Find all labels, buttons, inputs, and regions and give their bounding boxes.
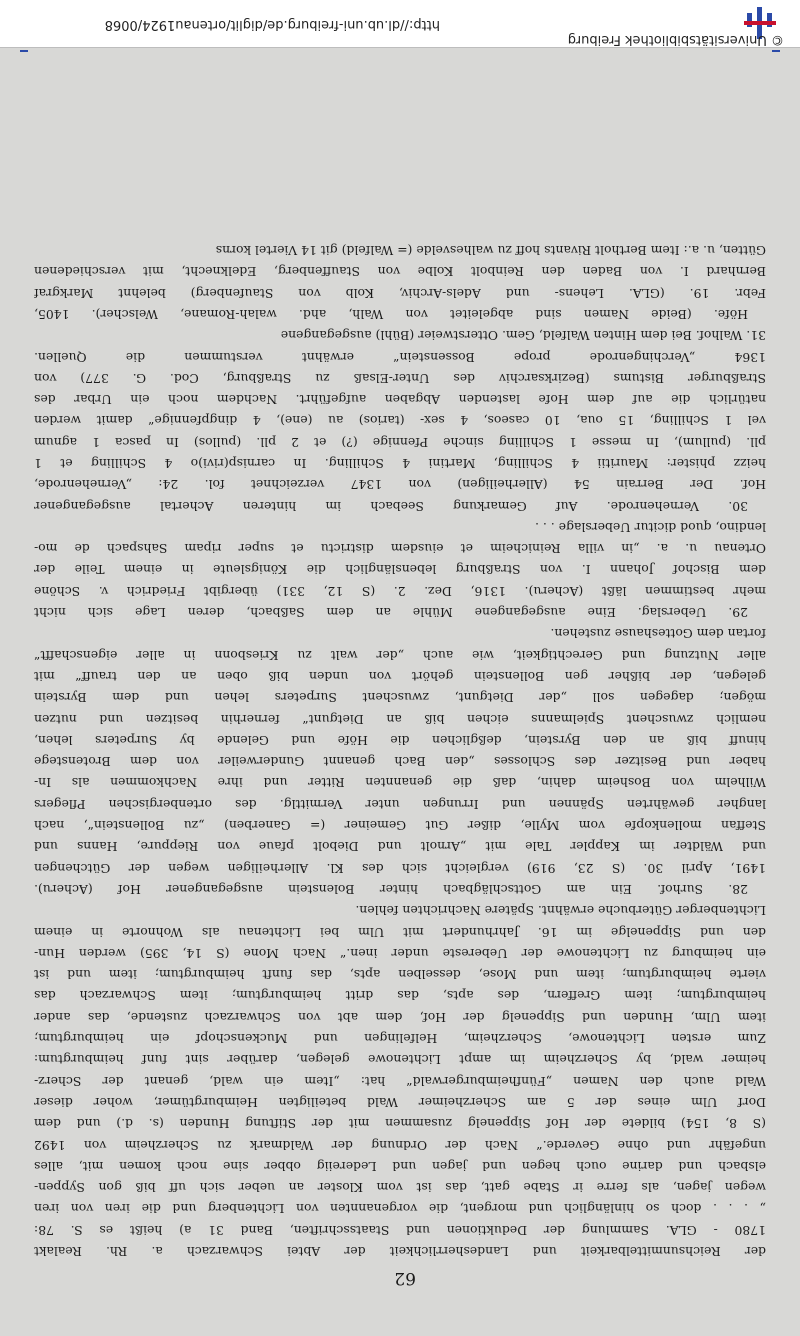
text-line: heimburgtum; item Greffern, des apts, das dritt heimburgtum; item Schwarzach das: [34, 988, 766, 1004]
text-line: item Ulm, Hunden und Sippenelg der Hof, dem abt von Schwarzach zustende, das ander: [34, 1009, 766, 1025]
text-line: den und Sippenelge im 16. Jahrhundert mit Ulm bei Lichtenau als Wohnorte in einem: [34, 924, 766, 940]
text-line: mögen; dagegen soll „der Dietgunt, zwuschent Surpeters lehen und dem Byrstein: [34, 690, 766, 706]
text-line: „ . . . doch so hinlänglich und morgent, die vorgenannten von Lichtenberg und die iren von iren: [34, 1201, 766, 1217]
text-line: heizz phister: Mauritii 4 Schilling, Martini 4 Schilling. In carnisp(rivi)o 4 Schilling et 1: [34, 456, 766, 472]
text-line: Höfe. (Beide Namen sind abgeleitet von Walh, ahd. walah-Romane, Welscher). 1405,: [34, 306, 748, 322]
footer-copyright: © Universitätsbibliothek Freiburg: [567, 32, 784, 47]
text-line: Wilhelm von Bosheim dahin, daß die genannten Ritter und ihre Nachkommen als In-: [34, 775, 766, 791]
text-line: mehr bestimmen läßt (Acheru). 1316, Dez. 2. (S 12, 331) übergibt Friedrich v. Schöne: [34, 583, 766, 599]
text-line: 29. Ueberslag. Eine ausgegangene Mühle an dem Saßbach, deren Lage sich nicht: [34, 605, 748, 621]
text-line: pll. (pullum), In messe 1 Schilling sinche Pfennige (?) et 2 pll. (pullos) In pasca 1 agnum: [34, 434, 766, 450]
text-line: 28. Surhof. Ein am Gottschlägbach hinter Bolenstein ausgegangener Hof (Acheru).: [34, 881, 748, 897]
page-number: 62: [394, 1268, 416, 1288]
edge-mark-right: [20, 50, 28, 52]
text-line: Febr. 19. (GLA. Lehens- und Adels-Archiv, Kolb von Staufenberg) belehnt Markgraf: [34, 285, 766, 301]
text-line: 30. Vernehenrode. Auf Gemarkung Seebach im hinteren Achertal ausgegangener: [34, 498, 748, 514]
text-line: 1364 „Verchingenrode prope Bossenstein“ erwähnt verstummen die Quellen.: [34, 349, 766, 365]
text-line: gelegen, der bißher gen Bollenstein gehört von unden biß oben an den trauff“ mit: [34, 668, 766, 684]
page-text: [34, 240, 766, 1262]
text-line: Ortenau u. a. „in villa Reinicheim et eiusdem districtu et super ripam Sahspach de mo-: [34, 541, 766, 557]
text-line: hinuff biß an den Byrstein, deßglichen die Höfe und Gelende by Surpeters lehen,: [34, 732, 766, 748]
text-line: fortan dem Gotteshause zustehen.: [550, 626, 766, 642]
page-scan: [0, 48, 800, 1336]
text-line: der Reichsunmittelbarkeit und Landesherrlichkeit der Abtei Schwarzach a. Rh. Realakt: [34, 1244, 766, 1259]
text-line: Gütten, u. a.: Item Bertholt Rivants hoff zu walhesvelde (= Walfeld) git 14 Viertel korns: [215, 243, 766, 259]
text-line: natürlich die auf dem Hofe lastenden Abgaben aufgeführt. Nachdem noch ein Urbar des: [34, 392, 766, 408]
text-line: lendino, quod dicitur Ueberslage . . .: [535, 519, 766, 535]
text-line: Straßburger Bistums (Bezirksarchiv des Unter-Elsaß zu Straßburg, Cod. G. 377) von: [34, 370, 766, 386]
text-line: Steffan mollenkopfe vom Mylle, dißer Gut Gemeiner (= Ganerben) „zu Bollenstein“, nach: [34, 818, 766, 834]
text-line: Wald auch den Namen „Fünfheimburgerwald“ hat: „Item ein wald, genant der Scherz-: [34, 1073, 766, 1089]
text-line: haber und Besitzer des Schlosses „den Bach genannt Gunderweiler von dem Brotenstege: [34, 754, 766, 770]
text-line: Dorf Ulm eines der 5 am Scherzheimer Wald beteiligten Heimburgtümer, woher dieser: [34, 1094, 766, 1110]
text-line: 1780 - GLA. Sammlung der Deduktionen und Staatsschriften, Band 31 a) heißt es S. 78:: [34, 1222, 766, 1238]
text-line: ungefähr und ohne Geverde.“ Nach der Ordnung der Waldmark zu Scherzheim von 1492: [34, 1137, 766, 1153]
text-line: Hof. Der Berrain 54 (Allerheiligen) von 1347 verzeichnet fol. 24: „Vernehenrode,: [34, 477, 766, 493]
text-line: 31. Walhof. Bei dem Hinten Walfeld, Gem. Otterstweier (Bühl) ausgegangene: [280, 328, 766, 344]
footer-bar: [0, 0, 800, 48]
footer-url[interactable]: http://dl.ub.uni-freiburg.de/diglit/ortenau1924/0068: [104, 17, 440, 32]
text-line: dem Bischof Johann I. von Straßburg lebenslänglich die Königsleute in einem Teile der: [34, 562, 766, 578]
text-line: 1491, April 30. (S 23, 919) vergleicht sich des Kl. Allerheiligen wegen der Gütchengen: [34, 860, 766, 876]
text-line: nemlich zwuschent Spielmanns eichen biß an Dietgunt“ fernerhin besitzen und nutzen: [34, 711, 766, 727]
text-line: und Wäldter im Kappler Tale mit „Arnolt und Diebolt pfaue von Rieppure, Hanns und: [34, 839, 766, 855]
text-line: elsbach und darine ouch hegen und jagen und Ledereiig obber sine noch komen mit, alles: [34, 1158, 766, 1174]
text-line: aller Nutzung und Gerechtigkeit, wie auch „der walt zu Kriesbonn in aller eigenschafft“: [34, 647, 766, 663]
text-line: vierte heimburgtum; item und Mose, desselben apts, das funft heimburgtum; item und ist: [34, 967, 766, 983]
text-line: Zum ersten Lichtenowe, Scherzheim, Helfelingen und Muckenschopf ein heimburgtum;: [34, 1031, 766, 1047]
text-line: wegen jagen, als ferre ir Stabe gatt, das ist vom Kloster an ueber sich uff biß gon Syppen-: [34, 1180, 766, 1196]
text-line: (S 8, 154) bildete der Hof Sippenelg zusammen mit der Stiftung Hunden (s. d.) und dem: [34, 1116, 766, 1132]
text-line: ein heimburg zu Lichtenowe der Uebereste under inen.“ Nach Mone (S 14, 395) werden Hun-: [34, 945, 766, 961]
text-line: vel 1 Schilling, 15 oua, 10 caseos, 4 sex- (tarios) au (ene), 4 dingpfennige“ damit werden: [34, 413, 766, 429]
edge-mark-left: [772, 50, 780, 52]
text-line: Lichtenberger Güterbuche erwähnt. Spätere Nachrichten fehlen.: [355, 903, 766, 919]
text-line: heimer wald, by Scherzheim im ampt Lichtenowe gelegen, darüber sint funf heimburgtum:: [34, 1052, 766, 1068]
text-line: Bernhard I. von Baden den Reinbolt Kolbe von Stauffenberg, Edelknecht, mit verschiedenen: [34, 264, 766, 280]
text-line: langher gewährten Spännen und Irrungen unter Vermittlg. des ortenbergischen Pflegers: [34, 796, 766, 812]
